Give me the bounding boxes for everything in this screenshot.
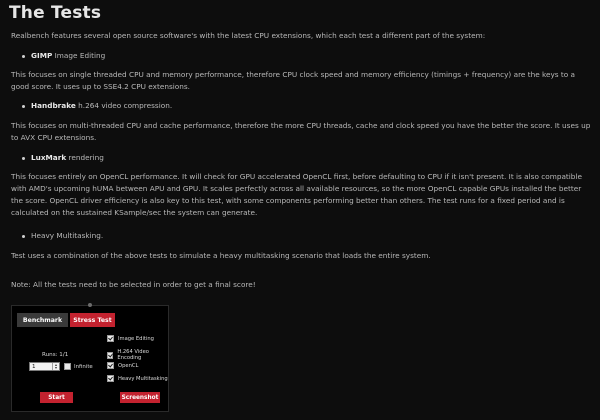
runs-label: Runs: 1/1 <box>42 352 69 358</box>
bullet-icon <box>22 105 25 108</box>
tab-benchmark[interactable]: Benchmark <box>17 313 68 327</box>
note-text: Note: All the tests need to be selected in order to get a final score! <box>11 280 256 289</box>
infinite-toggle[interactable] <box>64 363 93 370</box>
checkbox-icon[interactable] <box>107 362 114 369</box>
list-item <box>22 100 172 112</box>
page-title: The Tests <box>9 3 102 23</box>
bullet-icon <box>22 235 25 238</box>
list-item <box>22 50 105 62</box>
test-description: This focuses on multi-threaded CPU and cache performance, therefore the more CPU threads, cache and clock speed you have the better the score. It uses up to AVX CPU extensions. <box>11 121 591 142</box>
handle-icon <box>88 303 92 307</box>
test-description: This focuses entirely on OpenCL performance. It will check for GPU accelerated OpenCL first, before defaulting to CPU if it isn't present. It is also compatible with AMD's upcoming hUMA between APU and GPU. It scales perfectly across all available resources, so the more OpenCL capable GPUs installed the better the score. OpenCL driver efficiency is also key to this test, with some components performing better than others. The test runs for a fixed period and is calculated on the sustained KSample/sec the system can generate. <box>11 172 582 217</box>
runs-stepper[interactable] <box>29 362 60 371</box>
check-image-editing[interactable] <box>107 335 154 342</box>
realbench-app-screenshot <box>11 305 169 412</box>
bullet-icon <box>22 55 25 58</box>
test-subtitle: Heavy Multitasking. <box>31 231 104 240</box>
check-label: H.264 Video Encoding <box>117 349 149 361</box>
screenshot-button[interactable]: Screenshot <box>120 392 160 403</box>
test-name: Handbrake <box>31 101 76 110</box>
tab-stress-test[interactable]: Stress Test <box>70 313 115 327</box>
check-heavy-multitasking[interactable] <box>107 375 168 382</box>
bullet-icon <box>22 157 25 160</box>
test-name: LuxMark <box>31 153 67 162</box>
test-name: GIMP <box>31 51 53 60</box>
stepper-arrows-icon[interactable] <box>52 363 59 370</box>
list-item <box>22 230 103 242</box>
checkbox-icon[interactable] <box>64 363 71 370</box>
check-h264[interactable] <box>107 349 168 361</box>
check-label: Heavy Multitasking <box>118 375 168 382</box>
arrow-up-icon[interactable] <box>55 364 57 366</box>
list-item <box>22 152 104 164</box>
checkbox-icon[interactable] <box>107 335 114 342</box>
check-label: Image Editing <box>118 335 154 342</box>
test-subtitle: Image Editing <box>54 51 106 60</box>
infinite-label: Infinite <box>74 363 93 370</box>
check-label: OpenCL <box>118 362 139 369</box>
start-button[interactable]: Start <box>40 392 73 403</box>
test-subtitle: rendering <box>68 153 104 162</box>
test-description: Test uses a combination of the above tests to simulate a heavy multitasking scenario that loads the entire system. <box>11 251 431 260</box>
arrow-down-icon[interactable] <box>55 367 57 369</box>
runs-value: 1 <box>32 363 36 370</box>
intro-text: Realbench features several open source software's with the latest CPU extensions, which each test a different part of the system: <box>11 31 486 40</box>
checkbox-icon[interactable] <box>107 352 113 359</box>
check-opencl[interactable] <box>107 362 138 369</box>
checkbox-icon[interactable] <box>107 375 114 382</box>
test-description: This focuses on single threaded CPU and memory performance, therefore CPU clock speed and memory efficiency (timings + frequency) are the keys to a good score. It uses up to SSE4.2 CPU extensions. <box>11 70 576 91</box>
test-subtitle: h.264 video compression. <box>78 101 173 110</box>
